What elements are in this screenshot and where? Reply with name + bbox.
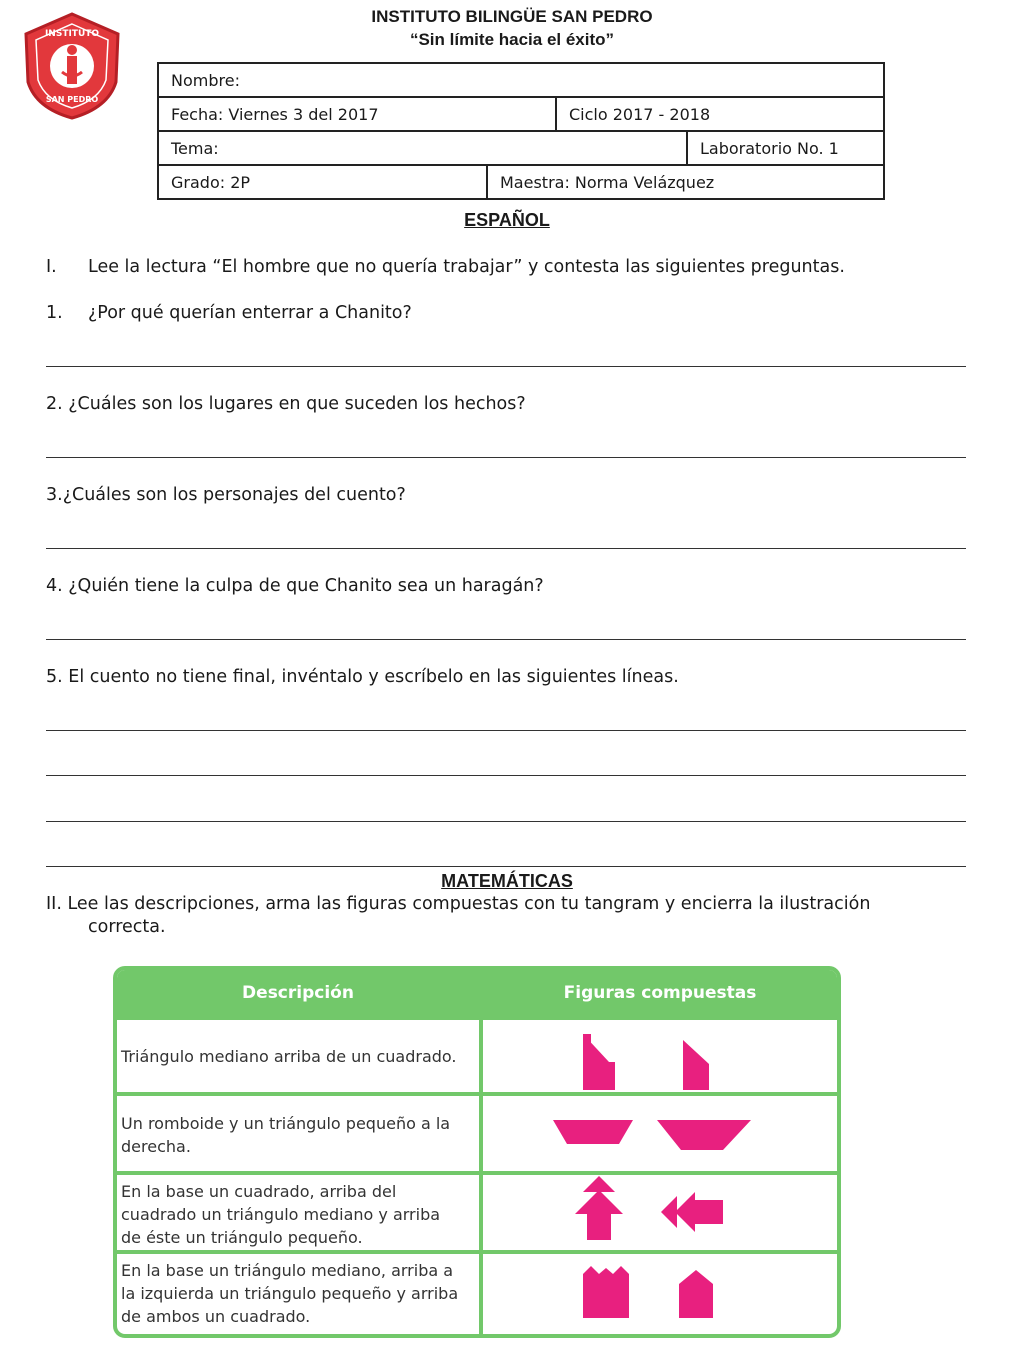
svg-text:SAN PEDRO: SAN PEDRO xyxy=(45,95,99,104)
answer-line-5c[interactable] xyxy=(46,821,966,822)
figure-3b[interactable] xyxy=(661,1192,723,1232)
ciclo-field[interactable]: Ciclo 2017 - 2018 xyxy=(555,98,883,132)
answer-line-3[interactable] xyxy=(46,548,966,549)
answer-line-2[interactable] xyxy=(46,457,966,458)
question-1-number: 1. xyxy=(46,303,63,323)
figure-1b[interactable] xyxy=(683,1040,713,1090)
answer-line-4[interactable] xyxy=(46,639,966,640)
question-4: 4. ¿Quién tiene la culpa de que Chanito sea un haragán? xyxy=(46,576,544,596)
school-motto: “Sin límite hacia el éxito” xyxy=(409,30,615,49)
col-descripcion: Descripción xyxy=(242,983,354,1003)
figure-4b[interactable] xyxy=(679,1270,713,1318)
laboratorio-field[interactable]: Laboratorio No. 1 xyxy=(686,132,883,166)
question-1: ¿Por qué querían enterrar a Chanito? xyxy=(88,303,412,323)
question-2: 2. ¿Cuáles son los lugares en que suceden los hechos? xyxy=(46,394,526,414)
tangram-table xyxy=(113,966,841,1338)
row-4-line-2: la izquierda un triángulo pequeño y arriba xyxy=(121,1284,459,1303)
answer-line-1[interactable] xyxy=(46,366,966,367)
math-instruction-line-2: correcta. xyxy=(88,917,166,937)
instruction-number: I. xyxy=(46,257,57,277)
fecha-field[interactable]: Fecha: Viernes 3 del 2017 xyxy=(171,105,379,124)
row-2-description xyxy=(121,1112,475,1158)
info-row-grado xyxy=(159,166,883,200)
math-instruction-line-1: II. Lee las descripciones, arma las figuras compuestas con tu tangram y encierra la ilustración xyxy=(46,894,871,914)
answer-line-5a[interactable] xyxy=(46,730,966,731)
espanol-title: ESPAÑOL xyxy=(464,210,550,230)
info-row-nombre xyxy=(159,64,883,98)
question-5: 5. El cuento no tiene final, invéntalo y escríbelo en las siguientes líneas. xyxy=(46,667,679,687)
row-4-line-3: de ambos un cuadrado. xyxy=(121,1307,311,1326)
espanol-instruction: Lee la lectura “El hombre que no quería trabajar” y contesta las siguientes preguntas. xyxy=(88,257,845,277)
school-name: INSTITUTO BILINGÜE SAN PEDRO xyxy=(371,7,653,26)
row-3-line-2: cuadrado un triángulo mediano y arriba xyxy=(121,1205,441,1224)
row-3-description xyxy=(121,1180,475,1249)
col-figuras: Figuras compuestas xyxy=(563,983,757,1003)
matematicas-title: MATEMÁTICAS xyxy=(441,871,573,891)
svg-text:INSTITUTO: INSTITUTO xyxy=(44,29,100,39)
row-3-line-3: de éste un triángulo pequeño. xyxy=(121,1228,363,1247)
row-4-description xyxy=(121,1259,475,1328)
grado-field[interactable]: Grado: 2P xyxy=(171,173,251,192)
student-info-table xyxy=(157,62,885,200)
info-row-fecha xyxy=(159,98,883,132)
figure-4a[interactable] xyxy=(583,1266,629,1318)
info-row-tema xyxy=(159,132,883,166)
tangram-table-header xyxy=(117,970,837,1016)
maestra-field[interactable]: Maestra: Norma Velázquez xyxy=(486,166,883,200)
tema-field[interactable]: Tema: xyxy=(171,139,219,158)
row-1-line-1: Triángulo mediano arriba de un cuadrado. xyxy=(121,1047,457,1066)
row-2-line-1: Un romboide y un triángulo pequeño a la xyxy=(121,1114,451,1133)
answer-line-5d[interactable] xyxy=(46,866,966,867)
row-3-line-1: En la base un cuadrado, arriba del xyxy=(121,1182,397,1201)
figure-2b[interactable] xyxy=(657,1120,751,1150)
row-4-line-1: En la base un triángulo mediano, arriba a xyxy=(121,1261,454,1280)
row-2-line-2: derecha. xyxy=(121,1137,191,1156)
answer-line-5b[interactable] xyxy=(46,775,966,776)
row-1-description xyxy=(121,1045,475,1068)
figure-2a[interactable] xyxy=(553,1120,633,1144)
nombre-field[interactable]: Nombre: xyxy=(171,71,240,90)
figure-3a[interactable] xyxy=(575,1176,623,1240)
question-3: 3.¿Cuáles son los personajes del cuento? xyxy=(46,485,406,505)
figure-1a[interactable] xyxy=(583,1034,623,1090)
